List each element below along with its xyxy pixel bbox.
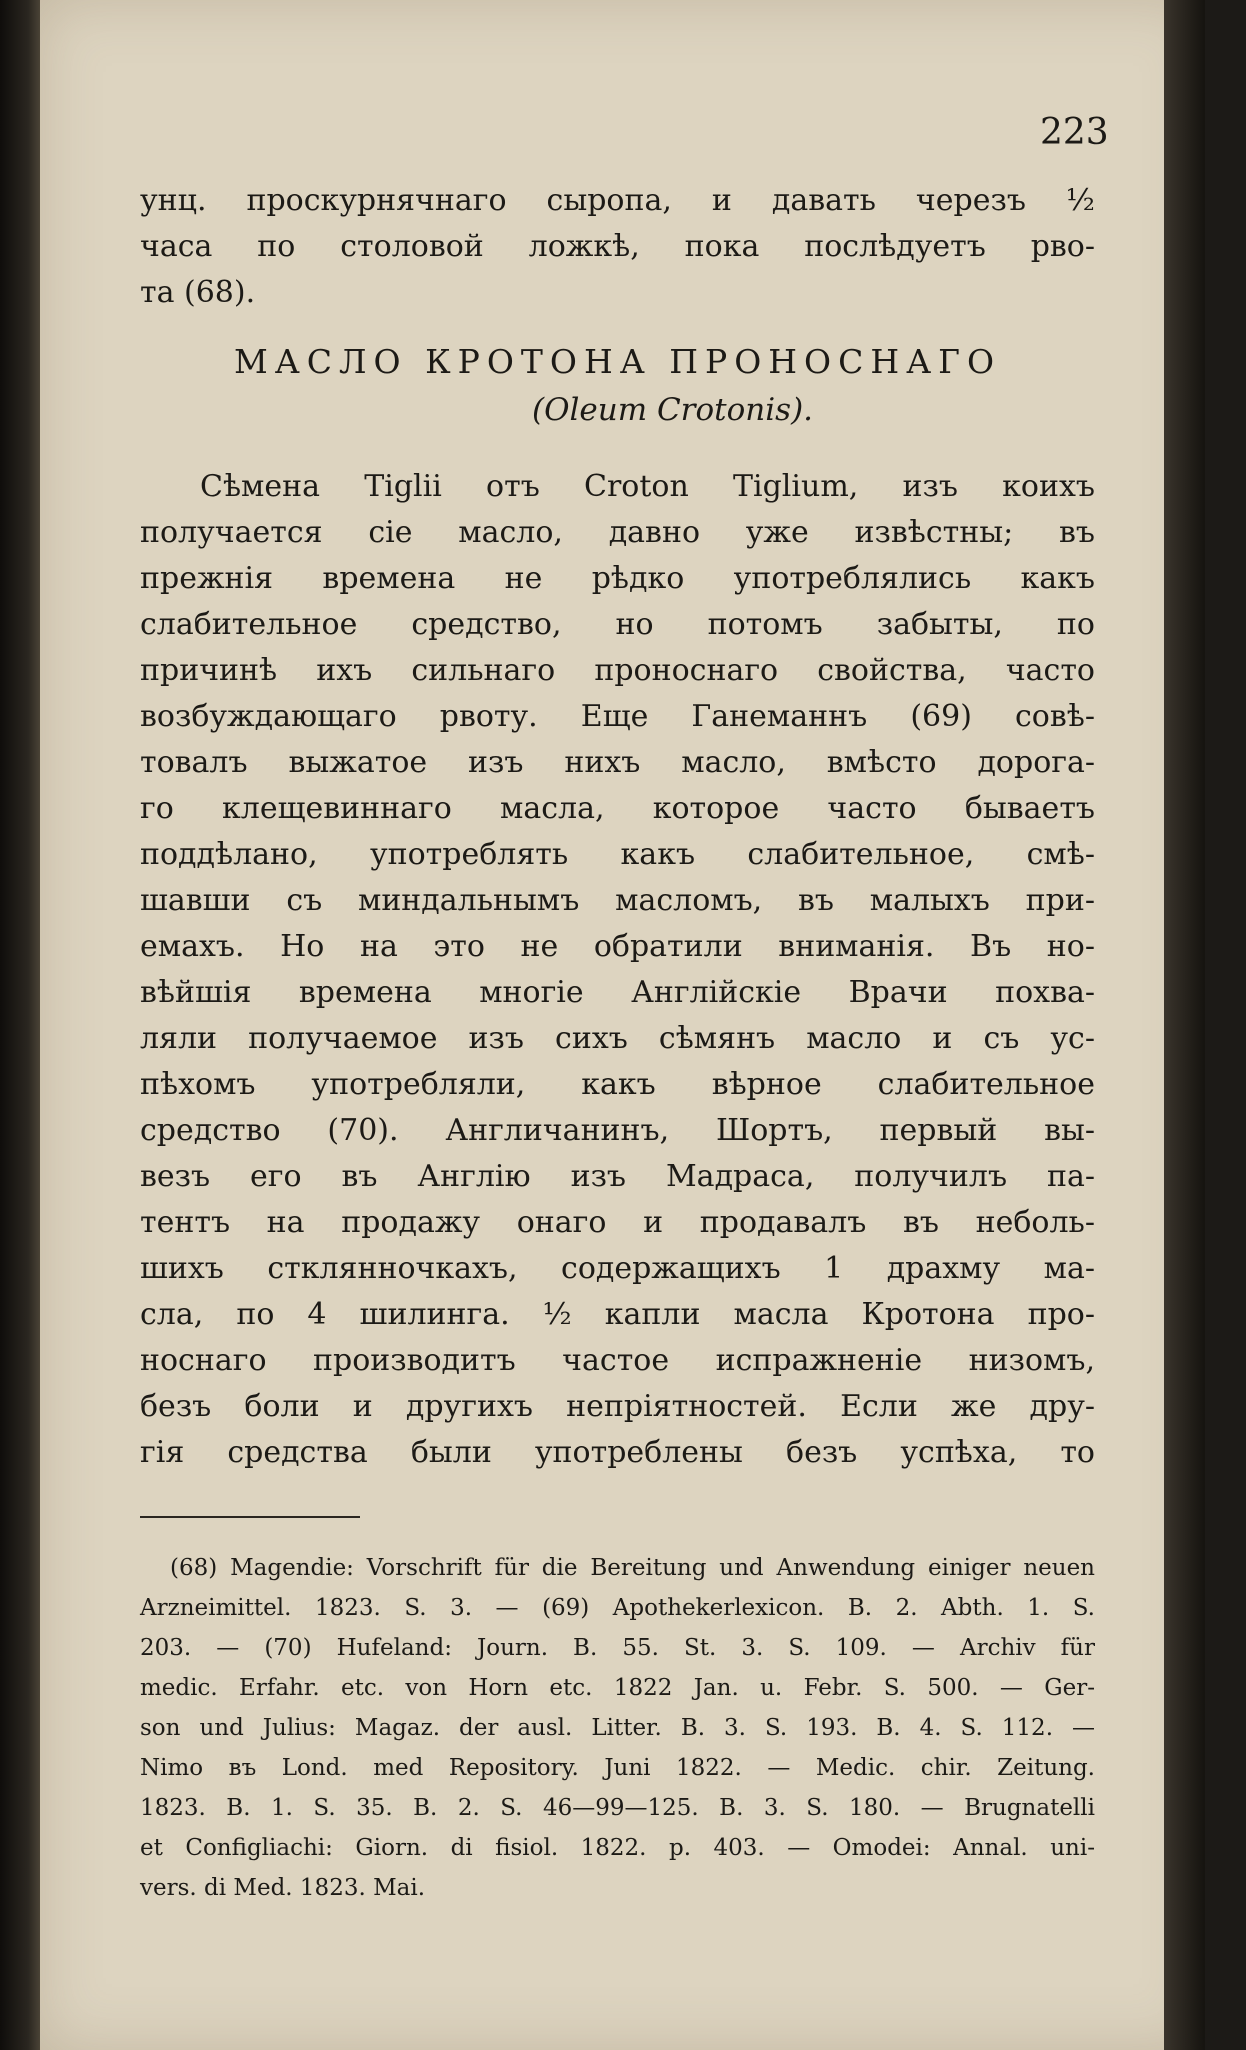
text-line: та (68). [140, 275, 256, 310]
text-line: товалъ выжатое изъ нихъ масло, вмѣсто дорога- [140, 745, 1095, 780]
body-paragraph [140, 464, 1095, 1476]
text-line: средство (70). Англичанинъ, Шортъ, первый вы- [140, 1113, 1095, 1148]
footnote-line: Nimo въ Lond. med Repository. Juni 1822. — Medic. chir. Zeitung. [140, 1755, 1095, 1781]
text-line: сла, по 4 шилинга. ½ капли масла Кротона про- [140, 1297, 1095, 1332]
text-line: получается сіе масло, давно уже извѣстны; въ [140, 515, 1095, 550]
intro-paragraph [140, 178, 1095, 316]
text-line: го клещевиннаго масла, которое часто бываетъ [140, 791, 1095, 826]
text-line: носнаго производитъ частое испражненіе низомъ, [140, 1343, 1095, 1378]
text-line: шихъ стклянночкахъ, содержащихъ 1 драхму ма- [140, 1251, 1095, 1286]
text-line: безъ боли и другихъ непріятностей. Если же дру- [140, 1389, 1095, 1424]
text-line: ляли получаемое изъ сихъ сѣмянъ масло и съ ус- [140, 1021, 1095, 1056]
footnotes [140, 1548, 1095, 1908]
text-line: поддѣлано, употреблять какъ слабительное, смѣ- [140, 837, 1095, 872]
book-page [40, 0, 1205, 2050]
section-subheading: (Oleum Crotonis). [531, 392, 814, 428]
text-line: причинѣ ихъ сильнаго проноснаго свойства, часто [140, 653, 1095, 688]
text-line: вѣйшія времена многіе Англійскіе Врачи похва- [140, 975, 1095, 1010]
footnote-line: 203. — (70) Hufeland: Journ. B. 55. St. 3. S. 109. — Archiv für [140, 1635, 1095, 1661]
text-line: тентъ на продажу онаго и продавалъ въ неболь- [140, 1205, 1095, 1240]
text-line: возбуждающаго рвоту. Еще Ганеманнъ (69) совѣ- [140, 699, 1095, 734]
text-line: пѣхомъ употребляли, какъ вѣрное слабительное [140, 1067, 1095, 1102]
text-line: часа по столовой ложкѣ, пока послѣдуетъ рво- [140, 229, 1095, 264]
footnote-line: vers. di Med. 1823. Mai. [140, 1875, 426, 1901]
text-line: шавши съ миндальнымъ масломъ, въ малыхъ при- [140, 883, 1095, 918]
book-spine-shadow [0, 0, 40, 2050]
text-line: прежнія времена не рѣдко употреблялись какъ [140, 561, 1095, 596]
text-line: слабительное средство, но потомъ забыты, по [140, 607, 1095, 642]
page-edge-shadow [1164, 0, 1205, 2050]
page-number: 223 [1040, 112, 1109, 153]
text-line: Сѣмена Tiglii отъ Croton Tiglium, изъ коихъ [200, 469, 1095, 504]
footnote-line: medic. Erfahr. etc. von Horn etc. 1822 Jan. u. Febr. S. 500. — Ger- [140, 1675, 1095, 1701]
footnote-divider [140, 1516, 360, 1518]
text-line: гія средства были употреблены безъ успѣха, то [140, 1435, 1095, 1470]
text-line: везъ его въ Англію изъ Мадраса, получилъ па- [140, 1159, 1095, 1194]
footnote-line: son und Julius: Magaz. der ausl. Litter. B. 3. S. 193. B. 4. S. 112. — [140, 1715, 1095, 1741]
footnote-line: (68) Magendie: Vorschrift für die Bereitung und Anwendung einiger neuen [170, 1555, 1095, 1581]
text-line: емахъ. Но на это не обратили вниманія. Въ но- [140, 929, 1095, 964]
page-content [140, 178, 1095, 1908]
footnote-line: et Configliachi: Giorn. di fisiol. 1822. p. 403. — Omodei: Annal. uni- [140, 1835, 1095, 1861]
text-line: унц. проскурнячнаго сыропа, и давать черезъ ½ [140, 183, 1095, 218]
footnote-line: 1823. B. 1. S. 35. B. 2. S. 46—99—125. B. 3. S. 180. — Brugnatelli [140, 1795, 1095, 1821]
section-heading: МАСЛО КРОТОНА ПРОНОСНАГО [233, 342, 1002, 381]
footnote-line: Arzneimittel. 1823. S. 3. — (69) Apothekerlexicon. B. 2. Abth. 1. S. [140, 1595, 1095, 1621]
